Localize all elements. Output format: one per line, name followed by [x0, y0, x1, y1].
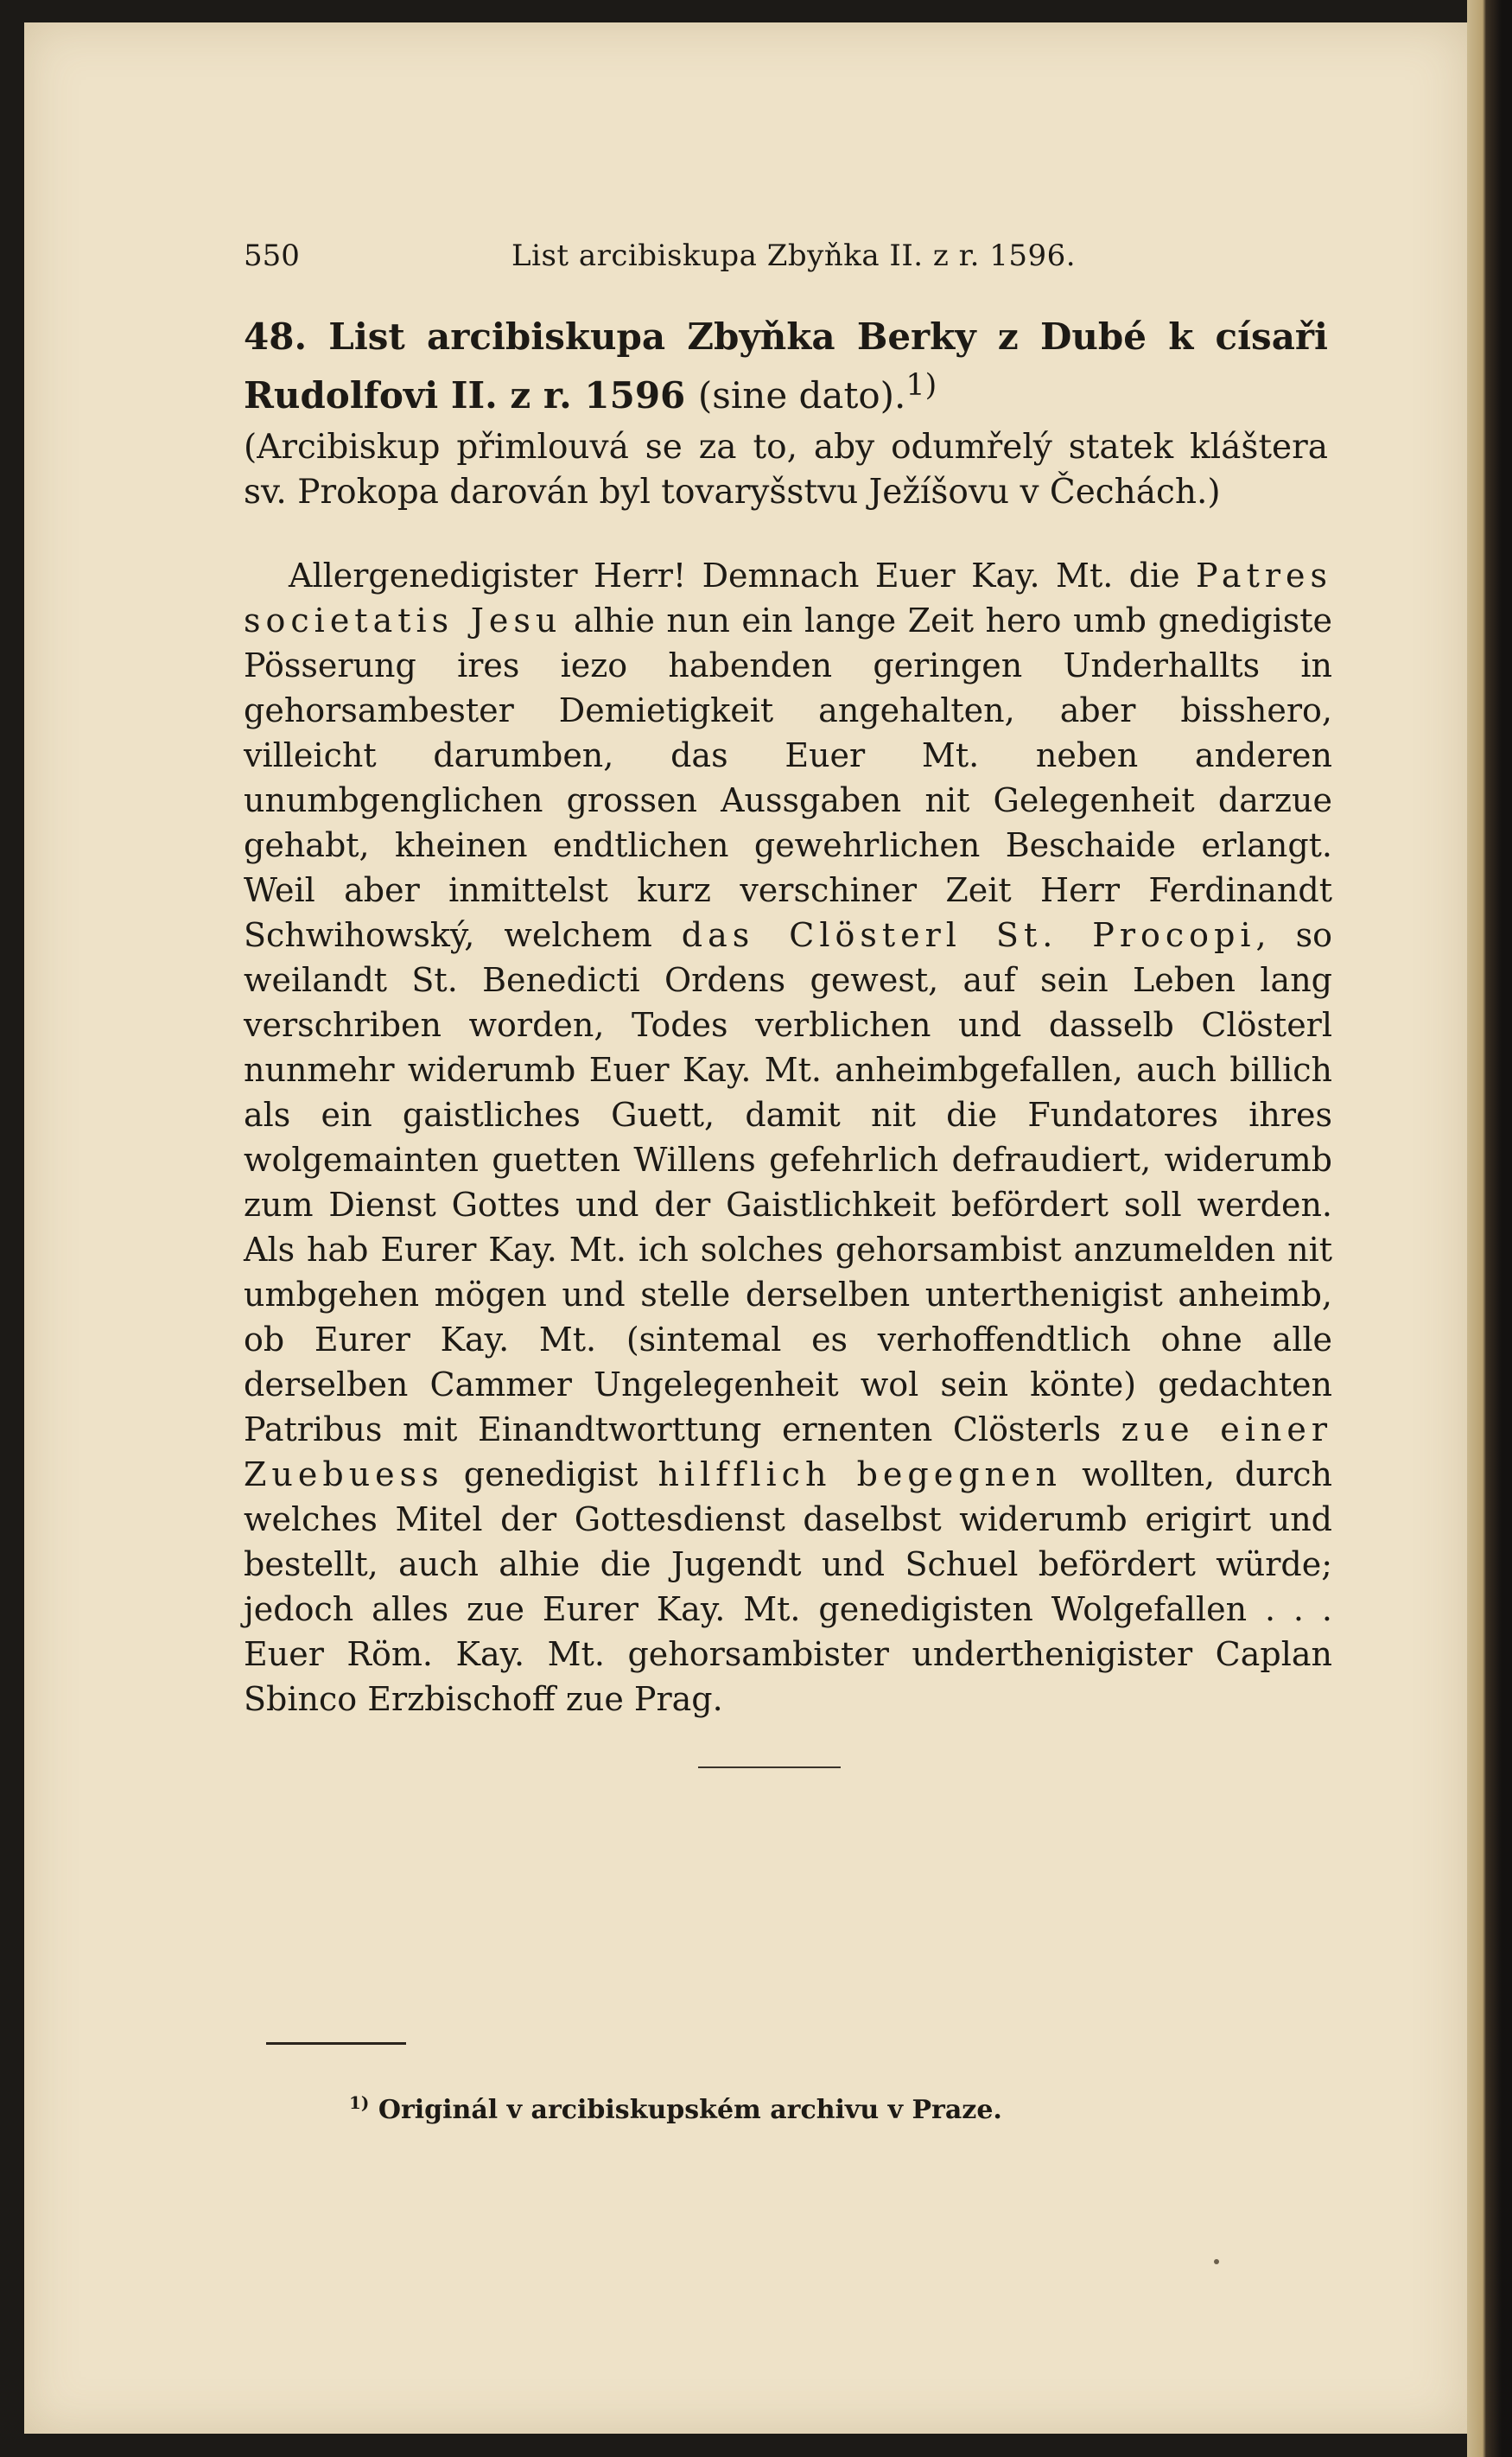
running-header: [244, 239, 1324, 282]
letter-heading: [244, 313, 1328, 420]
body-paragraph: [244, 553, 1332, 1722]
body-text-run: alhie nun ein lange Zeit hero umb gnedigiste Pösserung ires iezo habenden geringen Underhallts in gehorsambester Demietigkeit angehalten, aber bisshero, villeicht darumben, das Euer Mt. neben anderen unumbgenglichen grossen Aussgaben nit Gelegenheit darzue gehabt, kheinen endtlichen gewehrlichen Beschaide erlangt. Weil aber inmittelst kurz verschiner Zeit Herr Ferdinandt Schwihowský, welchem: [244, 602, 1332, 954]
body-text-run: wollten, durch welches Mitel der Gottesdienst daselbst widerumb erigirt und bestellt, auch alhie die Jugendt und Schuel befördert würde; jedoch alles zue Eurer Kay. Mt. genedigisten Wolgefallen . . . Euer Röm. Kay. Mt. gehorsambister underthenigister Caplan Sbinco Erzbischoff zue Prag.: [244, 1455, 1332, 1718]
page-number: 550: [244, 239, 300, 273]
body-text-run: , so weilandt St. Benedicti Ordens gewest, auf sein Leben lang verschriben worden, Todes verblichen und dasselb Clösterl nunmehr widerumb Euer Kay. Mt. anheimbgefallen, auch billich als ein gaistliches Guett, damit nit die Fundatores ihres wolgemainten guetten Willens gefehrlich defraudiert, widerumb zum Dienst Gottes und der Gaistlichkeit befördert soll werden. Als hab Eurer Kay. Mt. ich solches gehorsambist anzumelden nit umbgehen mögen und stelle derselben unterthenigist anheimb, ob Eurer Kay. Mt. (sintemal es verhoffendtlich ohne alle derselben Cammer Ungelegenheit wol sein könte) gedachten Patribus mit Einandtworttung ernenten Clösterls: [244, 916, 1332, 1448]
footnote-rule: [266, 2042, 406, 2045]
footnote-reference: 1): [905, 368, 937, 403]
spaced-phrase: das Clösterl St. Procopi: [681, 916, 1256, 954]
footnote-text: Originál v arcibiskupském archivu v Praze.: [378, 2095, 1002, 2125]
paper-speck: [1214, 2259, 1219, 2264]
body-text-run: genedigist: [443, 1455, 658, 1493]
section-end-rule: [698, 1766, 841, 1768]
body-text-run: Allergenedigister Herr! Demnach Euer Kay. Mt. die: [289, 557, 1197, 595]
spaced-phrase: zue einer Zuebuess: [244, 1410, 1332, 1493]
running-title: List arcibiskupa Zbyňka II. z r. 1596.: [511, 239, 1077, 273]
letter-date-note: (sine dato).: [697, 374, 906, 417]
letter-summary: (Arcibiskup přimlouvá se za to, aby odumřelý statek kláštera sv. Prokopa darován byl tovaryšstvu Ježíšovu v Čechách.): [244, 428, 1328, 512]
spaced-phrase: Patres societatis Jesu: [244, 557, 1332, 640]
footnote: [349, 2085, 1127, 2129]
footnote-mark: 1): [349, 2092, 370, 2113]
book-binding-edge: [1467, 0, 1512, 2457]
letter-body: [244, 553, 1332, 1722]
letter-title: List arcibiskupa Zbyňka Berky z Dubé k císaři Rudolfovi II. z r. 1596: [244, 315, 1328, 417]
letter-number: 48.: [244, 315, 308, 358]
spaced-phrase: hilfflich begegnen: [658, 1455, 1062, 1493]
